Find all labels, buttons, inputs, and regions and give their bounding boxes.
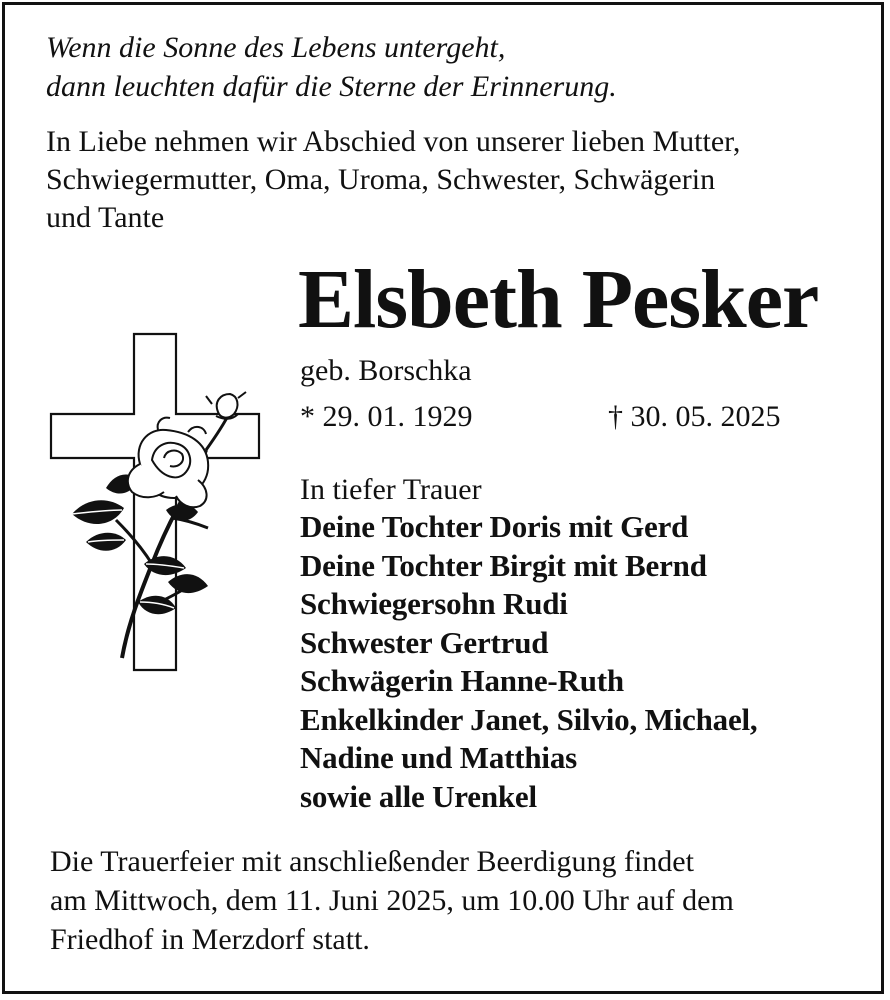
funeral-notice <box>50 842 734 959</box>
birth-date: * 29. 01. 1929 <box>300 400 473 433</box>
motto-line: dann leuchten dafür die Sterne der Erinnerung. <box>46 70 617 103</box>
mourner-name: Deine Tochter Birgit mit Bernd <box>300 547 707 583</box>
mourning-intro: In tiefer Trauer <box>300 473 482 506</box>
cross-with-rose-icon <box>48 332 263 672</box>
mourner-name: Schwester Gertrud <box>300 624 549 660</box>
mourner-name: Schwägerin Hanne-Ruth <box>300 663 624 698</box>
funeral-line: am Mittwoch, dem 11. Juni 2025, um 10.00 Uhr auf dem <box>50 884 734 917</box>
mourner-name: Enkelkinder Janet, Silvio, Michael, <box>300 701 758 737</box>
death-date: † 30. 05. 2025 <box>608 400 781 433</box>
funeral-line: Friedhof in Merzdorf statt. <box>50 923 370 956</box>
motto-line: Wenn die Sonne des Lebens untergeht, <box>46 31 506 64</box>
intro-line: In Liebe nehmen wir Abschied von unserer lieben Mutter, <box>46 125 741 158</box>
intro-text <box>46 123 740 237</box>
intro-line: und Tante <box>46 201 165 234</box>
mourner-name: sowie alle Urenkel <box>300 778 537 814</box>
mourner-name: Nadine und Matthias <box>300 740 577 775</box>
mourner-name: Deine Tochter Doris mit Gerd <box>300 509 689 544</box>
mourners-list <box>300 508 757 816</box>
intro-line: Schwiegermutter, Oma, Uroma, Schwester, Schwägerin <box>46 163 716 196</box>
maiden-name: geb. Borschka <box>300 354 472 387</box>
funeral-line: Die Trauerfeier mit anschließender Beerdigung findet <box>50 845 694 878</box>
motto-quote <box>46 28 617 106</box>
mourner-name: Schwiegersohn Rudi <box>300 586 568 621</box>
deceased-name: Elsbeth Pesker <box>298 253 819 346</box>
